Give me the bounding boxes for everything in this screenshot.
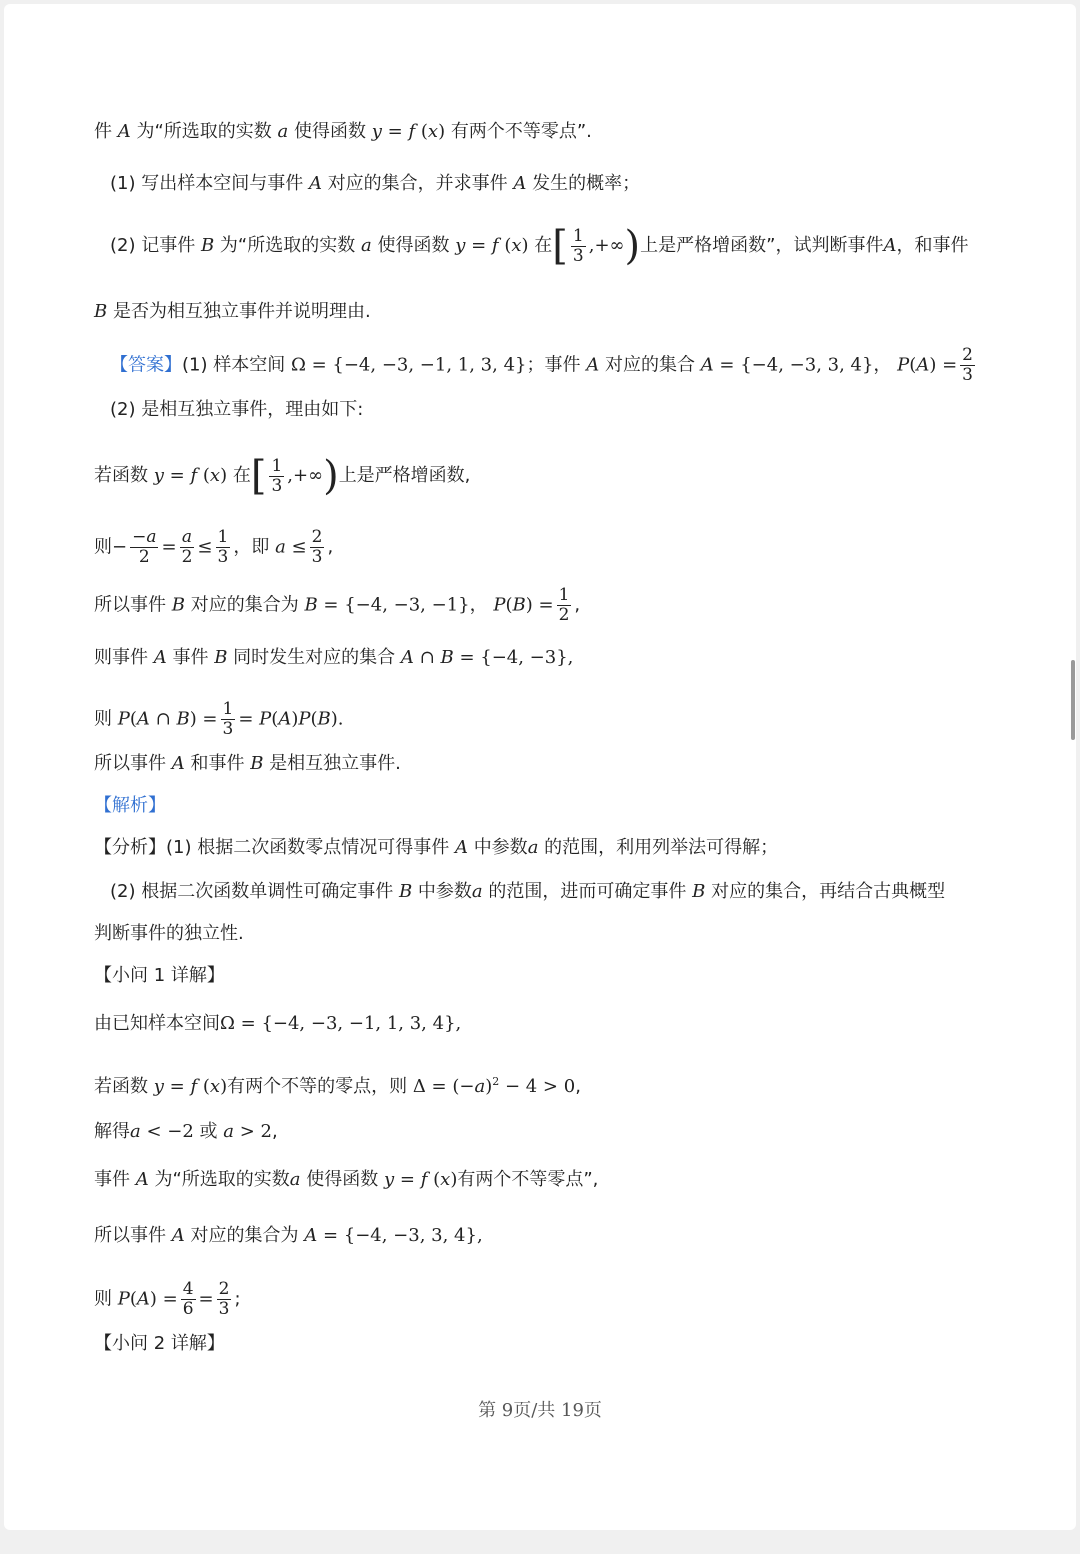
text-line: 则事件 A 事件 B 同时发生对应的集合 A ∩ B = {−4, −3}, <box>94 647 574 668</box>
text-line: 所以事件 B 对应的集合为 B = {−4, −3, −1}， P(B) = $\frac{1}{2}$ , <box>94 585 581 625</box>
analysis-2: (2) 根据二次函数单调性可确定事件 B 中参数a 的范围，进而可确定事件 B 对应的集合，再结合古典概型 <box>110 881 946 902</box>
answer-tag: 【答案】 <box>110 354 182 376</box>
text-line: 所以事件 A 和事件 B 是相互独立事件. <box>94 753 401 774</box>
text-line: 若函数 y = f (x) 在[ $\frac{1}{3}$ ,+∞)上是严格增函数, <box>94 453 471 499</box>
subquestion-1-tag: 【小问 1 详解】 <box>94 965 225 986</box>
text-line: 由已知样本空间Ω = {−4, −3, −1, 1, 3, 4}, <box>94 1013 462 1034</box>
text-line: 事件 A 为“所选取的实数a 使得函数 y = f (x)有两个不等零点”, <box>94 1169 599 1190</box>
text-line: 则 P(A ∩ B) = $\frac{1}{3}$ = P(A)P(B). <box>94 699 344 739</box>
answer-2: (2) 是相互独立事件，理由如下: <box>110 399 364 420</box>
text-line: 判断事件的独立性. <box>94 923 244 944</box>
analysis-tag: 【解析】 <box>94 795 166 816</box>
page-number: 第 9页/共 19页 <box>478 1400 602 1421</box>
scrollbar[interactable] <box>1071 660 1075 740</box>
analysis-1: 【分析】(1) 根据二次函数零点情况可得事件 A 中参数a 的范围，利用列举法可得解； <box>94 837 779 858</box>
text-line: 则− $\frac{-a}{2}$ = $\frac{a}{2}$ ≤ $\frac{1}{3}$ ，即 a ≤ $\frac{2}{3}$ , <box>94 527 334 567</box>
text-line: 则 P(A) = $\frac{4}{6}$ = $\frac{2}{3}$ ; <box>94 1279 241 1319</box>
subquestion-2-tag: 【小问 2 详解】 <box>94 1333 225 1354</box>
question-2: (2) 记事件 B 为“所选取的实数 a 使得函数 y = f (x) 在[ $\frac{1}{3}$ ,+∞)上是严格增函数”，试判断事件A，和事件 <box>110 223 969 269</box>
text-line: B 是否为相互独立事件并说明理由. <box>94 301 371 322</box>
question-1: (1) 写出样本空间与事件 A 对应的集合，并求事件 A 发生的概率； <box>110 173 641 194</box>
text-line: 若函数 y = f (x)有两个不等的零点，则 $\Delta = (-a)^2 - 4 > 0$, <box>94 1075 581 1097</box>
answer-1: 【答案】(1) 样本空间 Ω = {−4, −3, −1, 1, 3, 4}；事件 A 对应的集合 A = {−4, −3, 3, 4}， P(A) = $\frac{2}{3}$ <box>110 345 973 385</box>
text-line: 件 A 为“所选取的实数 a 使得函数 y = f (x) 有两个不等零点”. <box>94 121 592 142</box>
text-line: 解得a < −2 或 a > 2, <box>94 1121 278 1142</box>
text-line: 所以事件 A 对应的集合为 A = {−4, −3, 3, 4}, <box>94 1225 483 1246</box>
